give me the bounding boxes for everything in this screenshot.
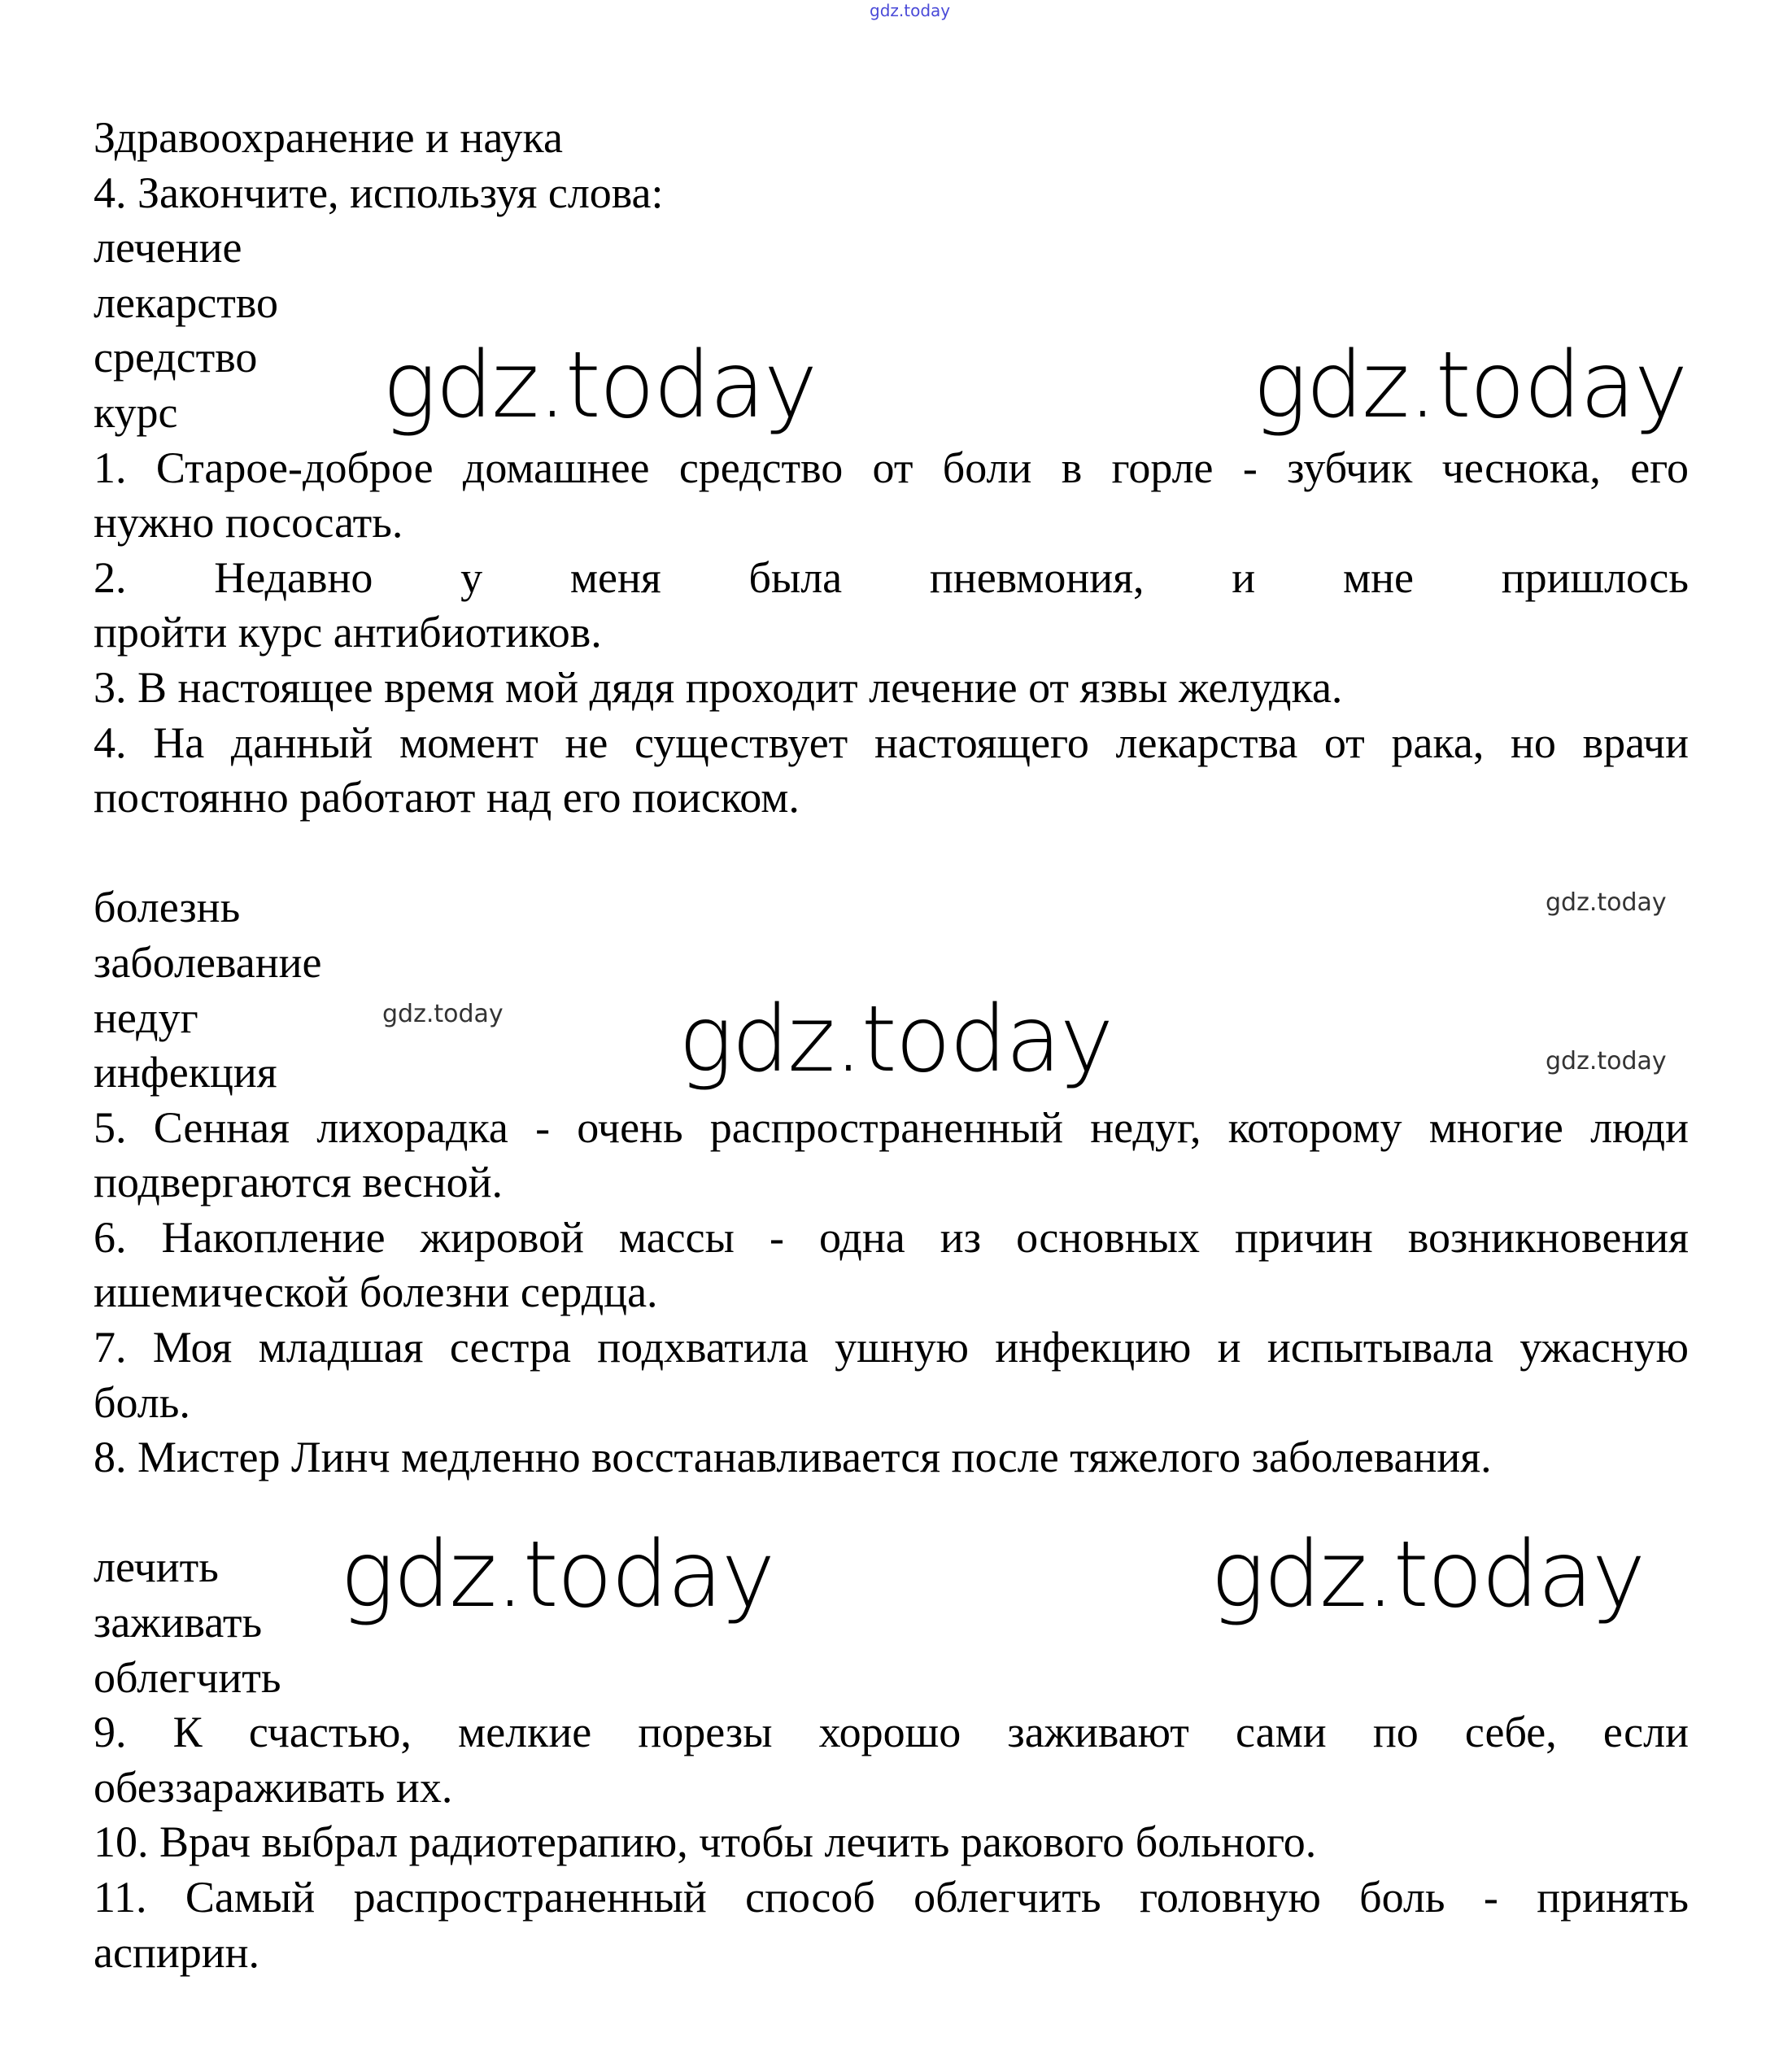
exercise-sentence [94,716,1689,826]
sentence-line: 2. Недавно у меня была пневмония, и мне пришлось [94,552,1689,602]
sentence-line: 8. Мистер Линч медленно восстанавливается после тяжелого заболевания. [94,1433,1492,1482]
watermark-large: gdz.today [1253,333,1687,438]
exercise-sentence [94,1320,1689,1430]
exercise-sentence [94,551,1689,661]
sentence-line: 9. К счастью, мелкие порезы хорошо заживают сами по себе, если [94,1708,1689,1757]
exercise-sentence [94,441,1689,551]
exercise-sentence [94,661,1689,716]
watermark-small: gdz.today [382,1000,504,1028]
watermark-large: gdz.today [1210,1522,1645,1628]
sentence-line: 7. Моя младшая сестра подхватила ушную инфекцию и испытывала ужасную [94,1323,1689,1372]
task-heading: 4. Закончите, используя слова: [94,168,664,217]
word-option: недуг [94,993,198,1042]
word-option: средство [94,333,258,382]
sentence-line: 10. Врач выбрал радиотерапию, чтобы лечить ракового больного. [94,1817,1317,1867]
sentence-line: пройти курс антибиотиков. [94,608,602,657]
sentence-line: боль. [94,1377,190,1427]
word-option: лекарство [94,277,278,327]
blank-line [94,826,1689,881]
section-title: Здравоохранение и наука [94,113,563,162]
exercise-sentence [94,1430,1689,1486]
word-option: лечение [94,223,242,273]
sentence-line: 3. В настоящее время мой дядя проходит лечение от язвы желудка. [94,662,1343,712]
watermark-top: gdz.today [870,1,951,20]
sentence-line: 4. На данный момент не существует настоящего лекарства от рака, но врачи [94,718,1689,767]
exercise-sentence [94,1101,1689,1211]
word-option: лечить [94,1542,219,1592]
watermark-large: gdz.today [340,1522,774,1628]
exercise-sentence [94,1870,1689,1980]
word-option: болезнь [94,883,241,932]
sentence-line: 6. Накопление жировой массы - одна из основных причин возникновения [94,1212,1689,1262]
sentence-line: 1. Старое-доброе домашнее средство от боли в горле - зубчик чеснока, его [94,443,1689,492]
word-option: заболевание [94,937,322,987]
word-option: курс [94,387,178,437]
watermark-small: gdz.today [1546,1047,1667,1075]
sentence-line: обеззараживать их. [94,1762,453,1812]
sentence-line: 5. Сенная лихорадка - очень распространенный недуг, которому многие люди [94,1102,1689,1152]
watermark-large: gdz.today [382,333,817,438]
sentence-line: аспирин. [94,1927,260,1977]
sentence-line: ишемической болезни сердца. [94,1267,658,1317]
word-option: заживать [94,1598,263,1647]
watermark-large: gdz.today [678,987,1113,1093]
sentence-line: 11. Самый распространенный способ облегчить головную боль - принять [94,1873,1689,1922]
exercise-sentence [94,1815,1689,1870]
watermark-small: gdz.today [1546,888,1667,917]
exercise-groups [94,220,1689,1980]
exercise-sentence [94,1705,1689,1815]
word-option: инфекция [94,1048,277,1097]
sentence-line: постоянно работают над его поиском. [94,773,800,822]
word-option: облегчить [94,1652,281,1702]
sentence-line: подвергаются весной. [94,1158,504,1207]
exercise-sentence [94,1211,1689,1320]
sentence-line: нужно пососать. [94,498,403,548]
